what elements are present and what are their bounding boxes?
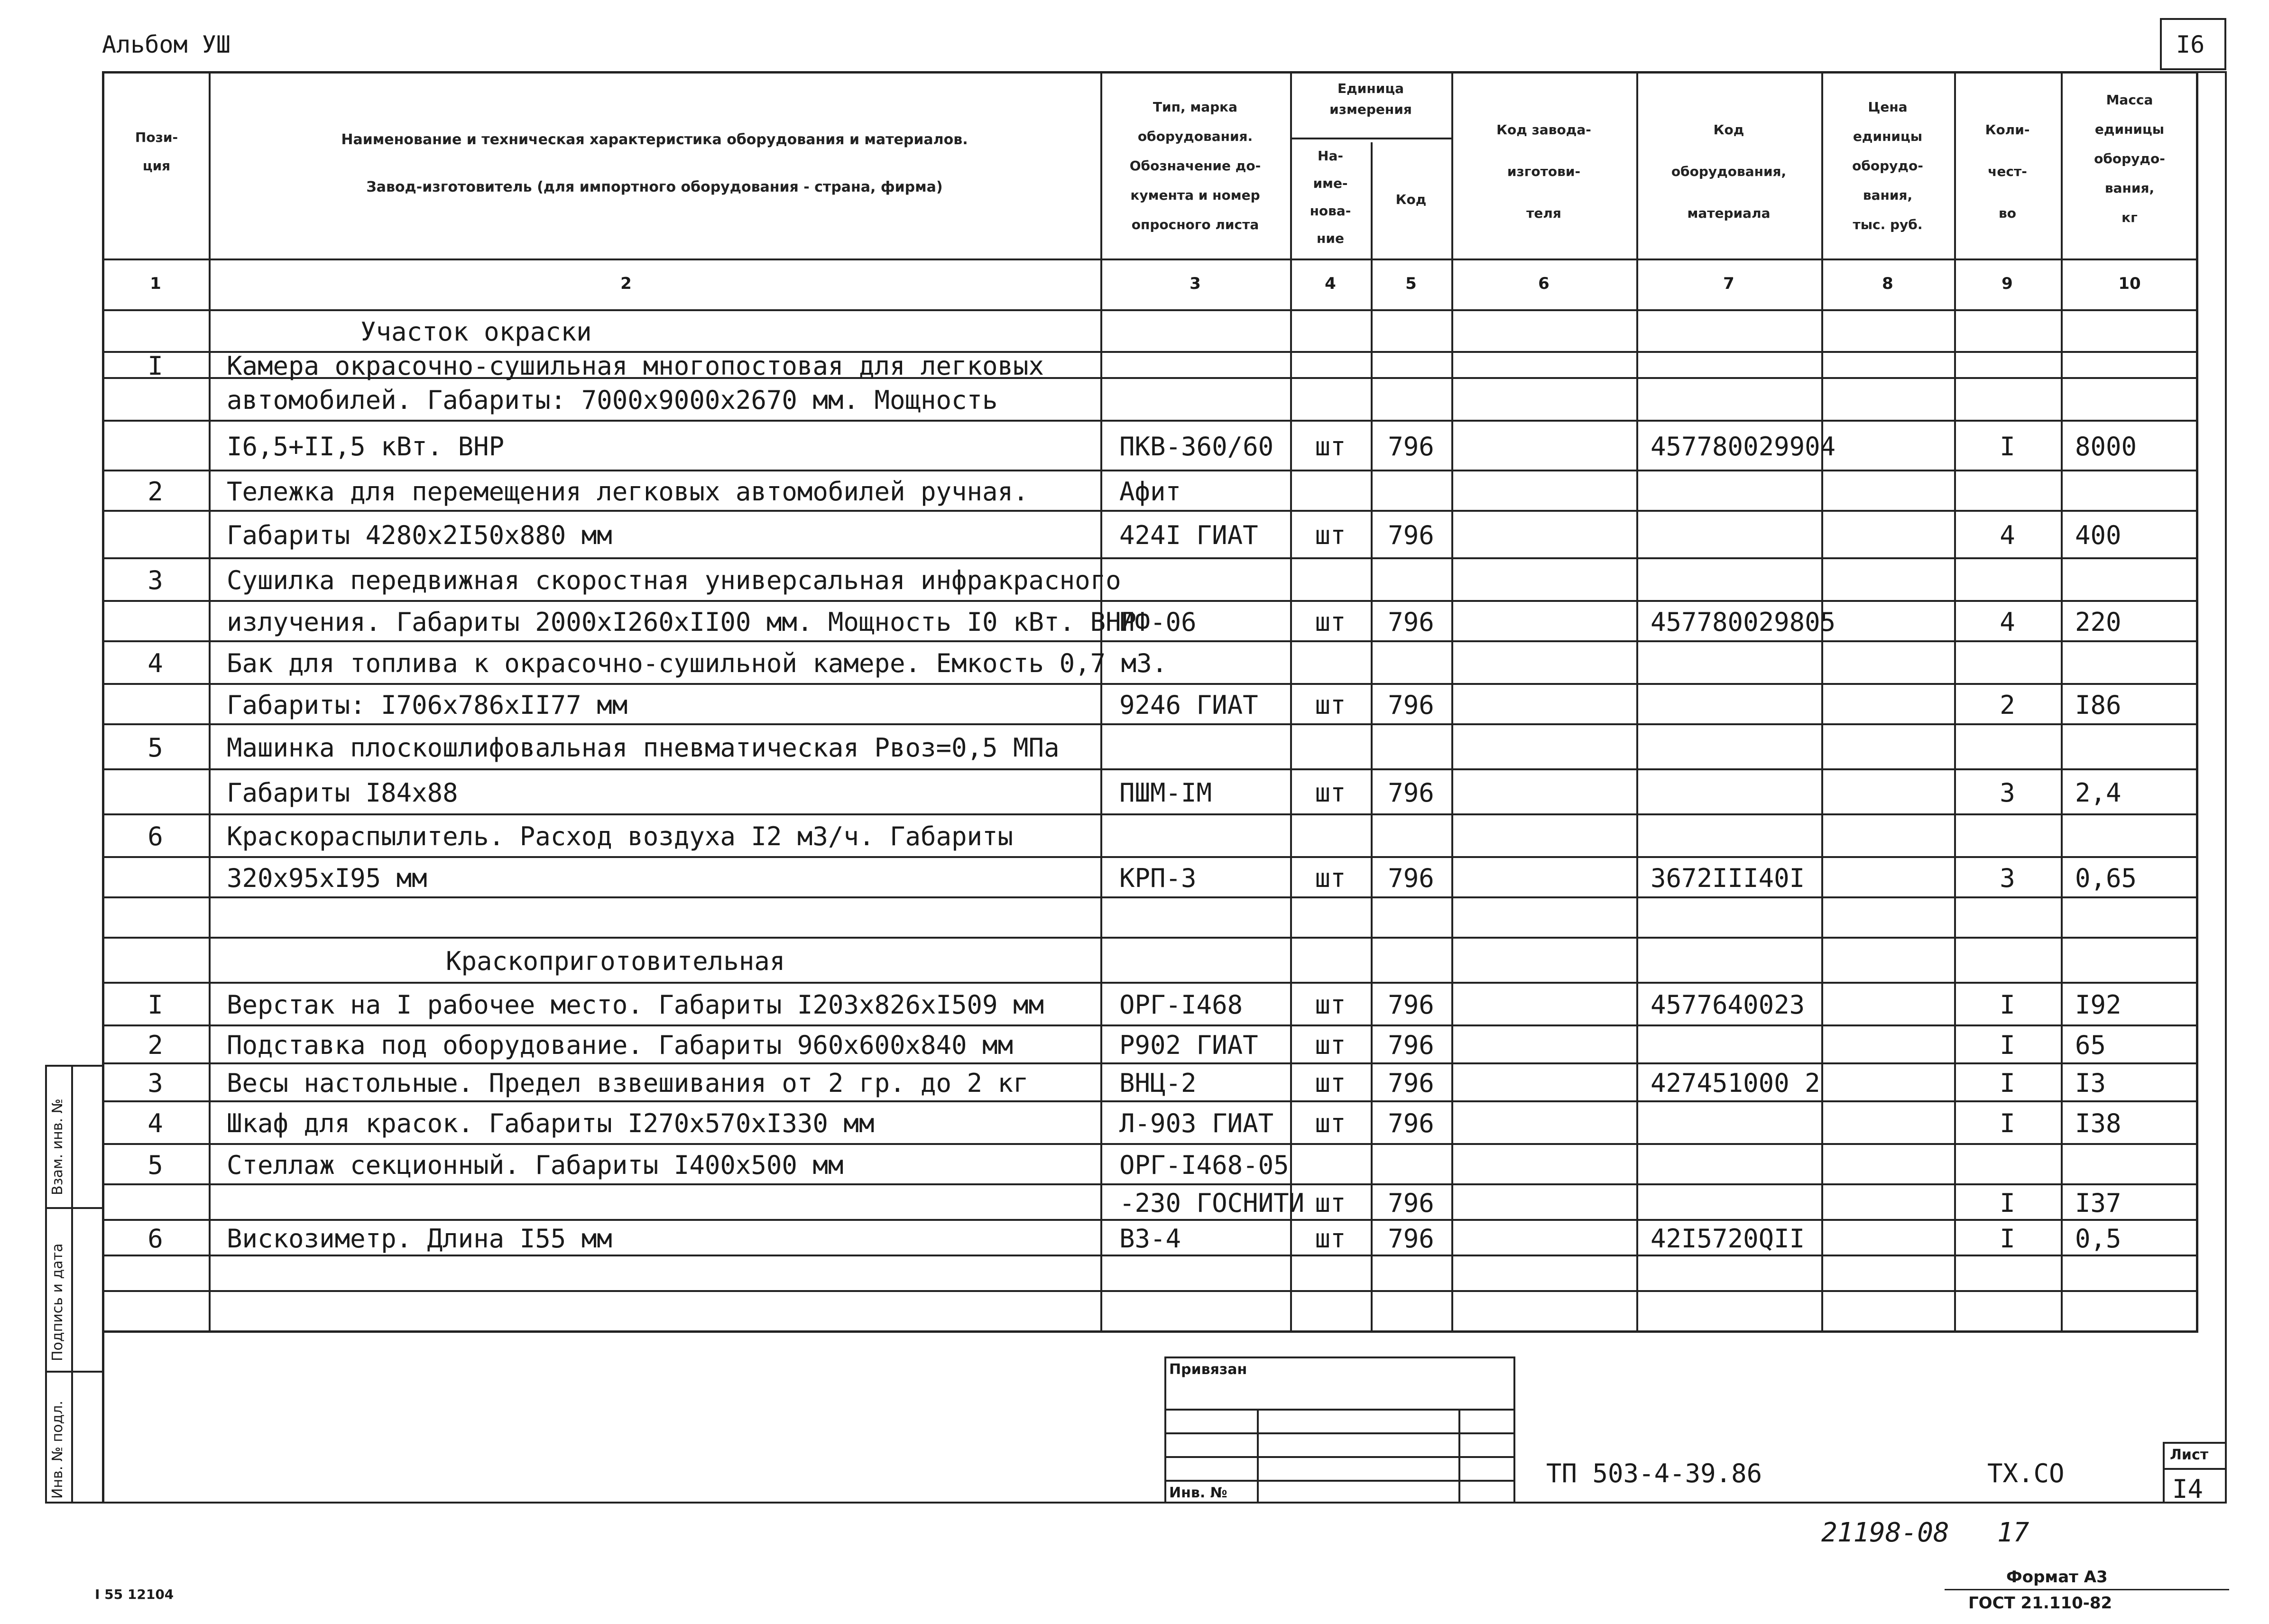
cell-name: Габариты I84х88: [227, 777, 458, 808]
cell-mass: 8000: [2075, 431, 2137, 461]
cell-qty: I: [2000, 990, 2015, 1020]
cell-unit-code: 796: [1388, 431, 1434, 461]
cell-qty: I: [2000, 1030, 2015, 1060]
cell-type: ОРГ-I468-05: [1119, 1150, 1289, 1180]
row-line: [102, 1024, 2198, 1026]
cell-name: Габариты 4280х2I50х880 мм: [227, 520, 612, 550]
header-col3: Тип, марка оборудования. Обозначение до- кумента и номер опросного листа: [1129, 99, 1261, 232]
colnum-3: 3: [1190, 274, 1201, 293]
colnum-6: 6: [1538, 274, 1550, 293]
cell-mass: 0,5: [2075, 1223, 2121, 1254]
sheet-code: ТХ.СО: [1987, 1458, 2065, 1488]
bottom-left-code: I 55 12104: [95, 1587, 174, 1602]
cell-mass: 400: [2075, 520, 2121, 550]
cell-unit-code: 796: [1388, 863, 1434, 893]
colnum-5: 5: [1405, 274, 1417, 293]
cell-unit-name: шт: [1315, 863, 1346, 893]
cell-name: Шкаф для красок. Габариты I270х570хI330 мм: [227, 1108, 875, 1138]
cell-equip-code: 457780029805: [1651, 607, 1836, 637]
cell-name: Габариты: I706х786хII77 мм: [227, 690, 628, 720]
side-label-vzam: Взам. инв. №: [49, 1098, 66, 1195]
cell-equip-code: 4577640023: [1651, 990, 1805, 1020]
cell-pos: 2: [148, 1030, 163, 1060]
header-col1: Пози- ция: [135, 129, 178, 174]
cell-unit-name: шт: [1315, 690, 1346, 720]
privyazan-vline-1: [1257, 1409, 1259, 1504]
colnum-bottom-line: [102, 309, 2198, 311]
header-col6: Код завода- изготови- теля: [1496, 122, 1591, 221]
row-line: [102, 982, 2198, 984]
row-line: [102, 1062, 2198, 1064]
cell-name: Краскоприготовительная: [446, 946, 785, 976]
cell-pos: 4: [148, 1108, 163, 1138]
cell-type: ИФ-06: [1119, 607, 1197, 637]
cell-name: Весы настольные. Предел взвешивания от 2 гр. до 2 кг: [227, 1068, 1029, 1098]
cell-equip-code: 3672III40I: [1651, 863, 1805, 893]
side-strip-vline: [71, 1065, 73, 1504]
row-line: [102, 1143, 2198, 1145]
cell-unit-name: шт: [1315, 1188, 1346, 1218]
header-col9: Коли- чест- во: [1985, 122, 2030, 221]
cell-qty: I: [2000, 1223, 2015, 1254]
header-col2: Наименование и техническая характеристика оборудования и материалов. Завод-изготовитель (для импортного оборудования - страна, фирма): [341, 131, 968, 195]
cell-pos: 5: [148, 1150, 163, 1180]
cell-name: Сушилка передвижная скоростная универсальная инфракрасного: [227, 565, 1121, 595]
header-unit-group: Единица измерения: [1329, 81, 1412, 117]
cell-qty: I: [2000, 431, 2015, 461]
cell-pos: 6: [148, 821, 163, 851]
unit-group-line: [1290, 138, 1451, 139]
cell-name: Краскораспылитель. Расход воздуха I2 м3/ч. Габариты: [227, 821, 1014, 851]
cell-qty: 3: [2000, 863, 2015, 893]
cell-mass: I86: [2075, 690, 2121, 720]
cell-qty: 4: [2000, 520, 2015, 550]
colnum-9: 9: [2002, 274, 2013, 293]
cell-qty: 3: [2000, 777, 2015, 808]
row-line: [102, 768, 2198, 770]
col-line-4: [1371, 142, 1373, 1333]
row-line: [102, 470, 2198, 471]
privyazan-vline-2: [1458, 1409, 1460, 1504]
page-corner-number: I6: [2176, 31, 2205, 58]
row-line: [102, 723, 2198, 725]
cell-unit-code: 796: [1388, 1108, 1434, 1138]
inv-label: Инв. №: [1169, 1485, 1227, 1501]
header-col5: Код: [1395, 192, 1427, 207]
cell-unit-code: 796: [1388, 520, 1434, 550]
cell-unit-name: шт: [1315, 990, 1346, 1020]
cell-name: Подставка под оборудование. Габариты 960х600х840 мм: [227, 1030, 1014, 1060]
row-line: [102, 683, 2198, 685]
header-col7: Код оборудования, материала: [1671, 122, 1787, 221]
row-line: [102, 640, 2198, 642]
cell-type: 424I ГИАТ: [1119, 520, 1258, 550]
row-line: [102, 510, 2198, 512]
cell-mass: 65: [2075, 1030, 2106, 1060]
row-line: [102, 856, 2198, 858]
row-line: [102, 1219, 2198, 1221]
doc-code: ТП 503-4-39.86: [1546, 1458, 1762, 1488]
cell-unit-name: шт: [1315, 1223, 1346, 1254]
cell-equip-code: 427451000 2: [1651, 1068, 1820, 1098]
cell-mass: 220: [2075, 607, 2121, 637]
cell-type: 9246 ГИАТ: [1119, 690, 1258, 720]
cell-mass: 0,65: [2075, 863, 2137, 893]
cell-equip-code: 42I5720QII: [1651, 1223, 1805, 1254]
cell-type: Афит: [1119, 476, 1181, 507]
cell-pos: I: [148, 990, 163, 1020]
cell-mass: I92: [2075, 990, 2121, 1020]
cell-name: Тележка для перемещения легковых автомобилей ручная.: [227, 476, 1029, 507]
cell-name: Стеллаж секционный. Габариты I400х500 мм: [227, 1150, 844, 1180]
colnum-7: 7: [1723, 274, 1734, 293]
row-line: [102, 813, 2198, 815]
cell-pos: 6: [148, 1223, 163, 1254]
format-label: Формат А3: [2006, 1568, 2108, 1587]
row-line: [102, 937, 2198, 939]
colnum-2: 2: [620, 274, 632, 293]
cell-pos: I: [148, 351, 163, 381]
cell-unit-code: 796: [1388, 777, 1434, 808]
cell-pos: 3: [148, 1068, 163, 1098]
row-line: [102, 557, 2198, 559]
privyazan-label: Привязан: [1169, 1361, 1247, 1378]
sheet-label: Лист: [2170, 1447, 2209, 1463]
sheet-number: I4: [2172, 1474, 2204, 1504]
side-label-podpis: Подпись и дата: [49, 1243, 66, 1361]
cell-name: 320х95хI95 мм: [227, 863, 427, 893]
cell-type: ВЗ-4: [1119, 1223, 1181, 1254]
cell-type: КРП-3: [1119, 863, 1197, 893]
cell-pos: 2: [148, 476, 163, 507]
cell-mass: I38: [2075, 1108, 2121, 1138]
side-strip-line-2: [45, 1371, 104, 1373]
cell-pos: 5: [148, 732, 163, 763]
cell-unit-code: 796: [1388, 990, 1434, 1020]
cell-name: Бак для топлива к окрасочно-сушильной камере. Емкость 0,7 м3.: [227, 648, 1168, 678]
cell-unit-code: 796: [1388, 607, 1434, 637]
cell-type: ПКВ-360/60: [1119, 431, 1274, 461]
cell-qty: I: [2000, 1068, 2015, 1098]
privyazan-line-1: [1164, 1409, 1515, 1411]
row-line: [102, 1100, 2198, 1102]
cell-type: ПШМ-IМ: [1119, 777, 1212, 808]
row-line: [102, 896, 2198, 898]
cell-name: Вискозиметр. Длина I55 мм: [227, 1223, 612, 1254]
cell-type: -230 ГОСНИТИ: [1119, 1188, 1305, 1218]
cell-unit-name: шт: [1315, 1108, 1346, 1138]
row-line: [102, 1255, 2198, 1256]
header-col8: Цена единицы оборудо- вания, тыс. руб.: [1852, 99, 1923, 232]
cell-unit-code: 796: [1388, 1223, 1434, 1254]
cell-unit-code: 796: [1388, 1068, 1434, 1098]
row-line: [102, 1290, 2198, 1292]
colnum-4: 4: [1325, 274, 1336, 293]
cell-name: излучения. Габариты 2000хI260хII00 мм. Мощность I0 кВт. ВНР: [227, 607, 1137, 637]
cell-type: Л-903 ГИАТ: [1119, 1108, 1274, 1138]
cell-mass: I3: [2075, 1068, 2106, 1098]
cell-pos: 3: [148, 565, 163, 595]
handwritten-number: 21198-08 17: [1821, 1517, 2029, 1548]
cell-type: ОРГ-I468: [1119, 990, 1243, 1020]
cell-unit-name: шт: [1315, 431, 1346, 461]
cell-qty: I: [2000, 1108, 2015, 1138]
cell-mass: 2,4: [2075, 777, 2121, 808]
cell-name: Машинка плоскошлифовальная пневматическая Рвоз=0,5 МПа: [227, 732, 1060, 763]
side-label-inv: Инв. № подл.: [49, 1401, 66, 1499]
row-line: [102, 600, 2198, 602]
cell-type: ВНЦ-2: [1119, 1068, 1197, 1098]
cell-qty: 4: [2000, 607, 2015, 637]
privyazan-line-2: [1164, 1432, 1515, 1434]
colnum-10: 10: [2118, 274, 2141, 293]
row-line: [102, 1183, 2198, 1185]
sheet-box-line: [2163, 1468, 2227, 1470]
cell-unit-name: шт: [1315, 1030, 1346, 1060]
cell-name: автомобилей. Габариты: 7000х9000х2670 мм. Мощность: [227, 385, 998, 415]
header-col4: На- име- нова- ние: [1310, 148, 1351, 246]
cell-mass: I37: [2075, 1188, 2121, 1218]
privyazan-line-3: [1164, 1456, 1515, 1458]
cell-qty: I: [2000, 1188, 2015, 1218]
cell-unit-name: шт: [1315, 1068, 1346, 1098]
cell-name: I6,5+II,5 кВт. ВНР: [227, 431, 505, 461]
cell-unit-code: 796: [1388, 690, 1434, 720]
cell-type: Р902 ГИАТ: [1119, 1030, 1258, 1060]
cell-name: Верстак на I рабочее место. Габариты I203х826хI509 мм: [227, 990, 1044, 1020]
side-strip-line-1: [45, 1207, 104, 1209]
cell-unit-name: шт: [1315, 777, 1346, 808]
row-line: [102, 420, 2198, 422]
cell-equip-code: 457780029904: [1651, 431, 1836, 461]
colnum-1: 1: [150, 274, 161, 293]
cell-unit-name: шт: [1315, 607, 1346, 637]
cell-unit-name: шт: [1315, 520, 1346, 550]
header-col10: Масса единицы оборудо- вания, кг: [2094, 92, 2165, 225]
cell-unit-code: 796: [1388, 1030, 1434, 1060]
header-bottom-line: [102, 258, 2198, 260]
cell-qty: 2: [2000, 690, 2015, 720]
gost-label: ГОСТ 21.110-82: [1968, 1594, 2112, 1613]
cell-name: Камера окрасочно-сушильная многопостовая для легковых: [227, 351, 1044, 381]
cell-pos: 4: [148, 648, 163, 678]
cell-unit-code: 796: [1388, 1188, 1434, 1218]
colnum-8: 8: [1882, 274, 1893, 293]
footer-line: [1945, 1589, 2229, 1590]
cell-name: Участок окраски: [360, 317, 592, 347]
album-title: Альбом УШ: [102, 31, 231, 58]
privyazan-line-4: [1164, 1480, 1515, 1482]
